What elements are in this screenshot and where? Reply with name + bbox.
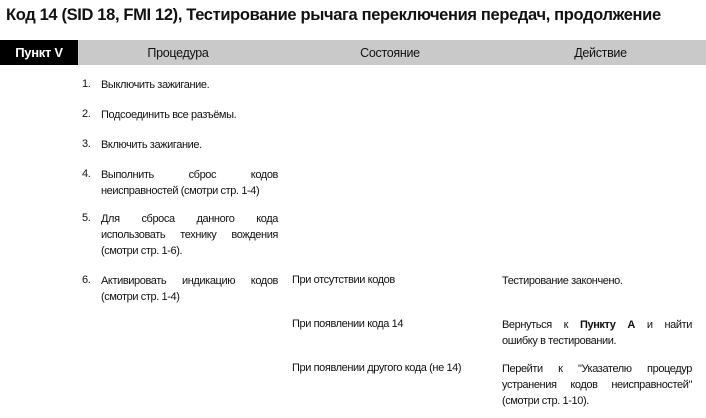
step-text: Для сброса данного кода использовать технику вождения (смотри стр. 1-6). bbox=[101, 213, 278, 257]
step-number: 1. bbox=[82, 78, 91, 90]
step-number: 5. bbox=[82, 212, 91, 224]
step-number: 4. bbox=[82, 168, 91, 180]
step-text: Активировать индикацию кодов (смотри стр. 1-4) bbox=[101, 275, 278, 303]
action-text: Тестирование закончено. bbox=[502, 275, 623, 287]
header-procedure-column: Процедура bbox=[147, 45, 209, 60]
step-text: Выполнить сброс кодов неисправностей (смотри стр. 1-4) bbox=[101, 169, 278, 197]
step-text: Включить зажигание. bbox=[101, 139, 202, 151]
step-reference: Пункту A bbox=[579, 319, 635, 331]
condition-text: При отсутствии кодов bbox=[292, 274, 395, 286]
step-number: 3. bbox=[82, 138, 91, 150]
step-number: 6. bbox=[82, 274, 91, 286]
header-condition-column: Состояние bbox=[360, 45, 420, 60]
step-number: 2. bbox=[82, 108, 91, 120]
table-header bbox=[0, 40, 706, 65]
action-suffix: и найти bbox=[634, 319, 692, 331]
header-action-column: Действие bbox=[574, 45, 627, 60]
step-text: Подсоединить все разъёмы. bbox=[101, 109, 237, 121]
action-text bbox=[502, 317, 692, 349]
condition-text: При появлении кода 14 bbox=[292, 318, 404, 330]
condition-text: При появлении другого кода (не 14) bbox=[292, 362, 462, 374]
action-text: Перейти к "Указателю процедур устранения кодов неисправностей" (смотри стр. 1-10). bbox=[502, 363, 692, 407]
header-step-column: Пункт V bbox=[0, 40, 78, 65]
action-prefix: Вернуться к bbox=[502, 319, 580, 331]
page-title: Код 14 (SID 18, FMI 12), Тестирование рычага переключения передач, продолжение bbox=[6, 6, 661, 24]
action-line-2: ошибку в тестировании. bbox=[502, 335, 617, 347]
step-text: Выключить зажигание. bbox=[101, 79, 210, 91]
